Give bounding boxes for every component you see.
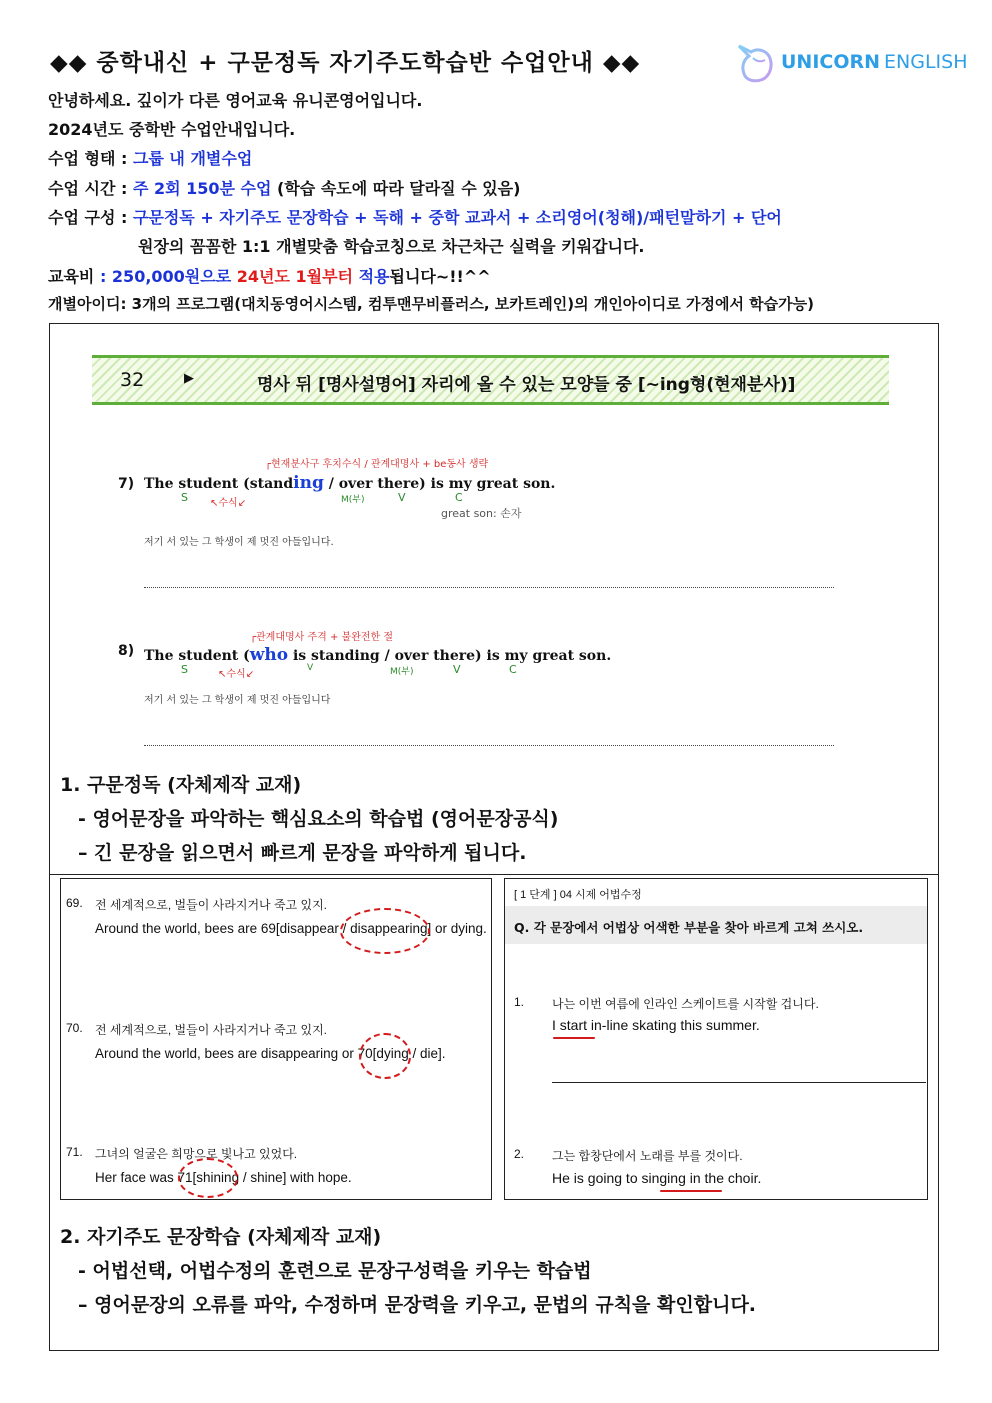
fix-q1-english: I start in-line skating this summer. <box>552 1017 760 1033</box>
fee-apply: 적용 <box>353 267 390 286</box>
ex8-sentence-part1: The student ( <box>144 648 250 664</box>
ex7-korean: 저기 서 있는 그 학생이 제 멋진 아들입니다. <box>144 537 334 548</box>
ex7-number: 7) <box>118 476 135 492</box>
ex8-sentence <box>144 645 611 665</box>
fee-date: 24년도 1월부터 <box>236 267 353 286</box>
ex8-sentence-part2: is standing / over there) is my great son. <box>288 648 612 664</box>
ex7-sentence <box>144 473 555 493</box>
tuition-fee <box>48 264 491 287</box>
ex7-annotation: ┌현재분사구 후치수식 / 관계대명사 + be동사 생략 <box>265 459 489 470</box>
class-type <box>48 146 252 169</box>
fix-q1-korean: 나는 이번 여름에 인라인 스케이트를 시작할 겁니다. <box>552 997 819 1011</box>
q70-answer-circle <box>359 1033 411 1079</box>
ex7-sentence-ing: ing <box>293 473 324 493</box>
ex7-sentence-part2: / over there) is my great son. <box>323 476 556 492</box>
q69-korean: 전 세계적으로, 벌들이 사라지거나 죽고 있지. <box>95 898 327 912</box>
class-composition-note: 원장의 꼼꼼한 1:1 개별맞춤 학습코칭으로 차근차근 실력을 키워갑니다. <box>138 237 645 256</box>
fee-end: 됩니다~!!^^ <box>389 267 491 286</box>
ex7-note: great son: 손자 <box>441 507 522 520</box>
class-type-value: 그룹 내 개별수업 <box>132 149 253 168</box>
ex8-label-m: M(부) <box>390 667 414 677</box>
ex8-label-v: V <box>453 663 461 676</box>
fix-q1-number: 1. <box>514 995 525 1009</box>
class-composition <box>48 205 782 228</box>
fix-header: [ 1 단계 ] 04 시제 어법수정 <box>514 889 642 901</box>
ex8-label-c: C <box>509 663 517 676</box>
unicorn-icon <box>733 40 777 84</box>
logo-brand-text-2: ENGLISH <box>884 51 968 73</box>
q69-answer-circle <box>340 908 430 954</box>
class-composition-label: 수업 구성 : <box>48 208 133 227</box>
fix-question: Q. 각 문장에서 어법상 어색한 부분을 찾아 바르게 고쳐 쓰시오. <box>514 920 864 935</box>
ex8-number: 8) <box>118 643 135 659</box>
section1-sub2: – 긴 문장을 읽으면서 빠르게 문장을 파악하게 됩니다. <box>78 842 527 864</box>
class-time-note: (학습 속도에 따라 달라질 수 있음) <box>271 179 521 198</box>
class-time-value: 주 2회 150분 수업 <box>132 179 272 198</box>
page-title: ◆◆ 중학내신 + 구문정독 자기주도학습반 수업안내 ◆◆ <box>50 50 641 76</box>
section2-sub1: - 어법선택, 어법수정의 훈련으로 문장구성력을 키우는 학습법 <box>78 1260 592 1282</box>
unicorn-english-logo <box>733 40 968 84</box>
ex7-sentence-part1: The student (stand <box>144 476 294 492</box>
greeting: 안녕하세요. 깊이가 다른 영어교육 유니콘영어입니다. <box>48 91 423 110</box>
class-composition-value: 구문정독 + 자기주도 문장학습 + 독해 + 중학 교과서 + 소리영어(청해)/패턴말하기 + 단어 <box>132 208 782 227</box>
individual-id-note: 개별아이디: 3개의 프로그램(대치동영어시스템, 컴투맨무비플러스, 보카트레인)의 개인아이디로 가정에서 학습가능) <box>48 295 814 313</box>
ex7-answer-line <box>144 587 834 588</box>
q69-english: Around the world, bees are 69[disappear / disappearing] or dying. <box>95 921 487 936</box>
q71-korean: 그녀의 얼굴은 희망으로 빛나고 있었다. <box>95 1147 298 1161</box>
ex7-label-m: M(부) <box>341 495 365 505</box>
ex8-sentence-who: who <box>249 645 289 665</box>
fix-q1-error-underline <box>553 1037 595 1039</box>
ex7-label-mod: ↖수식↙ <box>210 498 247 509</box>
lesson-banner <box>92 355 889 405</box>
fix-q1-answer-line <box>552 1082 926 1083</box>
fee-value: : 250,000원으로 <box>99 267 237 286</box>
class-time <box>48 176 520 199</box>
intro: 2024년도 중학반 수업안내입니다. <box>48 120 296 139</box>
fix-q2-english: He is going to singing in the choir. <box>552 1170 762 1186</box>
q71-number: 71. <box>66 1145 83 1159</box>
q71-english: Her face was 71[shining / shine] with hope. <box>95 1170 352 1185</box>
logo-brand-text: UNICORN <box>781 51 881 73</box>
section1-sub1: - 영어문장을 파악하는 핵심요소의 학습법 (영어문장공식) <box>78 808 559 830</box>
ex8-answer-line <box>144 745 834 746</box>
section2-sub2: – 영어문장의 오류를 파악, 수정하며 문장력을 키우고, 문법의 규칙을 확인합니다. <box>78 1294 757 1316</box>
section2-title: 2. 자기주도 문장학습 (자체제작 교재) <box>60 1226 382 1248</box>
fee-label: 교육비 <box>48 267 100 286</box>
section1-title: 1. 구문정독 (자체제작 교재) <box>60 774 302 796</box>
banner-number: 32 <box>120 369 145 391</box>
fix-q2-error-underline <box>660 1190 722 1192</box>
ex7-label-c: C <box>455 491 463 504</box>
ex8-label-s: S <box>181 663 188 676</box>
banner-text: 명사 뒤 [명사설명어] 자리에 올 수 있는 모양들 중 [~ing형(현재분사)] <box>257 375 796 395</box>
ex8-label-v1: V <box>307 663 314 673</box>
ex8-annotation: ┌관계대명사 주격 + 불완전한 절 <box>250 632 394 643</box>
q70-number: 70. <box>66 1021 83 1035</box>
q70-korean: 전 세계적으로, 벌들이 사라지거나 죽고 있지. <box>95 1023 327 1037</box>
class-type-label: 수업 형태 : <box>48 149 133 168</box>
ex8-korean: 저기 서 있는 그 학생이 제 멋진 아들입니다 <box>144 695 331 706</box>
q70-english: Around the world, bees are disappearing or 70[dying / die]. <box>95 1046 446 1061</box>
q71-answer-circle <box>178 1158 238 1198</box>
ex8-label-mod: ↖수식↙ <box>218 669 255 680</box>
ex7-label-v: V <box>398 491 406 504</box>
banner-arrow-icon: ▶ <box>184 371 194 386</box>
section-divider <box>49 874 939 875</box>
ex7-label-s: S <box>181 491 188 504</box>
q69-number: 69. <box>66 896 83 910</box>
fix-q2-korean: 그는 합창단에서 노래를 부를 것이다. <box>552 1149 743 1163</box>
fix-q2-number: 2. <box>514 1147 525 1161</box>
class-time-label: 수업 시간 : <box>48 179 133 198</box>
